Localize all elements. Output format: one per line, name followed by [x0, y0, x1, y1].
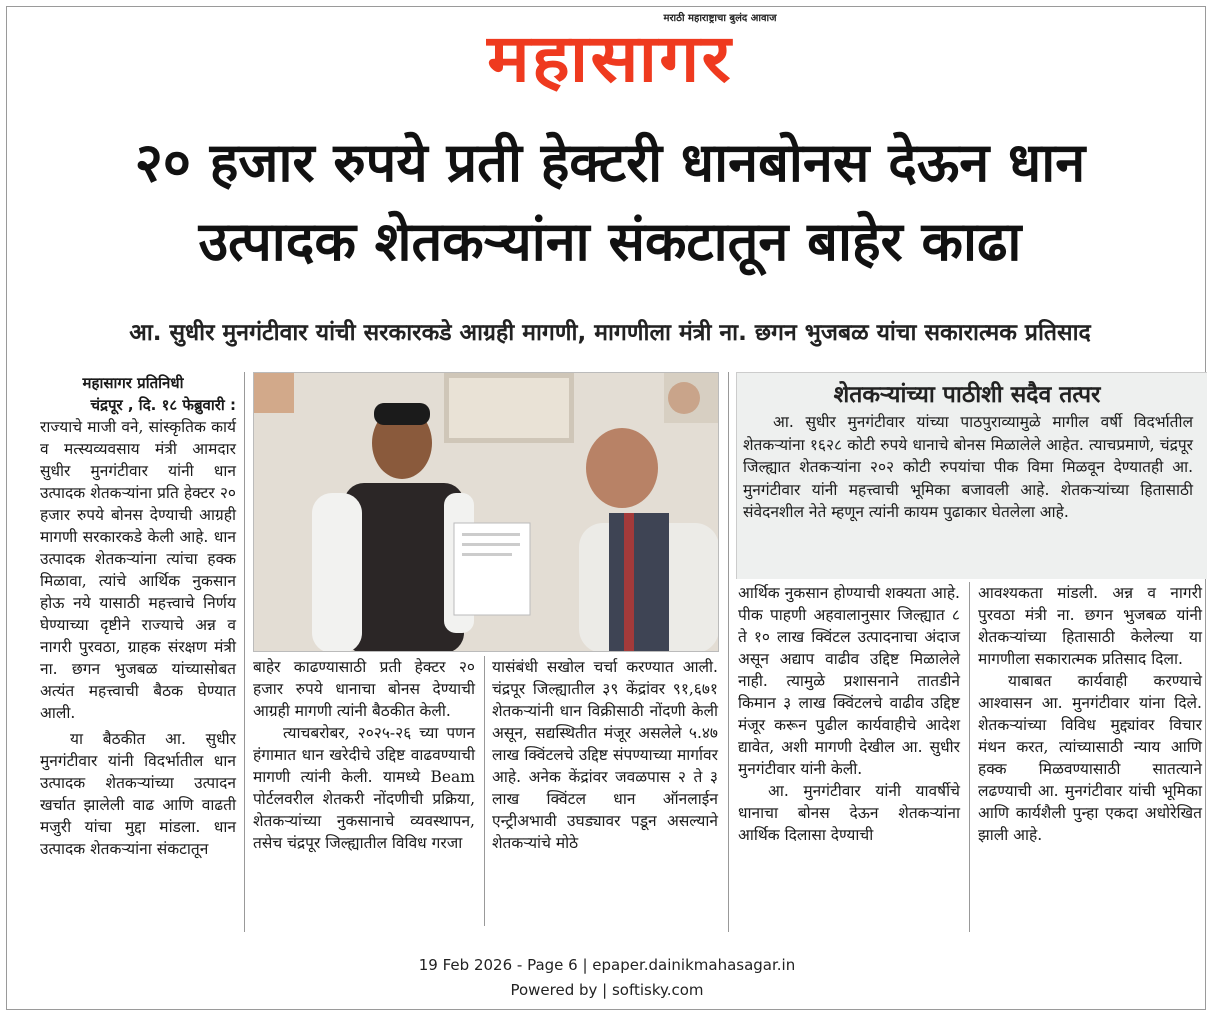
article-column-1	[40, 372, 236, 860]
masthead-logo: महासागर	[487, 20, 733, 97]
article-paragraph: राज्याचे माजी वने, सांस्कृतिक कार्य व मत्स्यव्यवसाय मंत्री आमदार सुधीर मुनगंटीवार यांनी धान उत्पादक शेतकऱ्यांना प्रति हेक्टर २० हजार रुपये बोनस देण्याची आग्रही मागणी सरकारकडे केली आहे. धान उत्पादक शेतकऱ्यांना त्यांचा हक्क मिळावा, त्यांचे आर्थिक नुकसान होऊ नये यासाठी महत्त्वाचे निर्णय घेण्याच्या दृष्टीने राज्याचे अन्न व नागरी पुरवठा, ग्राहक संरक्षण मंत्री ना. छगन भुजबळ यांच्यासोबत अत्यंत महत्त्वाची बैठक घेण्यात आली.	[40, 418, 236, 722]
article-paragraph: आर्थिक नुकसान होण्याची शक्यता आहे. पीक पाहणी अहवालानुसार जिल्ह्यात ८ ते १० लाख क्विंटल उत्पादनाचा अंदाज असून अद्याप वाढीव उद्दिष्ट मिळालेले नाही. त्यामुळे प्रशासनाने तातडीने किमान ३ लाख क्विंटलचे वाढीव उद्दिष्ट मंजूर करून पुढील कार्यवाहीचे आदेश द्यावेत, अशी मागणी देखील आ. सुधीर मुनगंटीवार यांनी केली.	[738, 584, 960, 778]
article-paragraph: आवश्यकता मांडली. अन्न व नागरी पुरवठा मंत्री ना. छगन भुजबळ यांनी शेतकऱ्यांच्या हितासाठी केलेल्या या मागणीला सकारात्मक प्रतिसाद दिला.	[978, 584, 1202, 668]
article-paragraph: या बैठकीत आ. सुधीर मुनगंटीवार यांनी विदर्भातील धान उत्पादक शेतकऱ्यांच्या उत्पादन खर्चात झालेली वाढ आणि वाढती मजुरी यांचा मुद्दा मांडला. धान उत्पादक शेतकऱ्यांना संकटातून	[40, 730, 236, 858]
headline-line2: उत्पादक शेतकऱ्यांना संकटातून बाहेर काढा	[198, 210, 1022, 273]
masthead-tagline: मराठी महाराष्ट्राचा बुलंद आवाज	[663, 13, 777, 24]
footer-page-info: 19 Feb 2026 - Page 6 | epaper.dainikmahasagar.in	[418, 956, 796, 974]
article-column-2	[253, 656, 475, 854]
byline-name: महासागर प्रतिनिधी	[82, 374, 184, 392]
highlight-box-title: शेतकऱ्यांच्या पाठीशी सदैव तत्पर	[833, 382, 1101, 408]
news-photo	[253, 372, 719, 652]
article-column-5	[978, 582, 1202, 846]
photo-illustration	[254, 373, 719, 652]
article-column-4	[738, 582, 960, 846]
footer-powered-by: Powered by | softisky.com	[510, 981, 704, 999]
headline-line1: २० हजार रुपये प्रती हेक्टरी धानबोनस देऊन धान	[134, 131, 1086, 194]
article-paragraph: बाहेर काढण्यासाठी प्रती हेक्टर २० हजार रुपये धानाचा बोनस देण्याची आग्रही मागणी त्यांनी बैठकीत केली.	[253, 658, 475, 720]
article-paragraph: त्याचबरोबर, २०२५-२६ च्या पणन हंगामात धान खरेदीचे उद्दिष्ट वाढवण्याची मागणी त्यांनी केली. यामध्ये Beam पोर्टलवरील शेतकरी नोंदणीची प्रक्रिया, शेतकऱ्यांच्या नुकसानाचे व्यवस्थापन, तसेच चंद्रपूर जिल्ह्यातील विविध गरजा	[253, 724, 475, 852]
article-column-3	[492, 656, 718, 854]
column-divider	[244, 372, 245, 932]
article-paragraph: यासंबंधी सखोल चर्चा करण्यात आली. चंद्रपूर जिल्ह्यातील ३९ केंद्रांवर ९१,६७१ शेतकऱ्यांनी धान विक्रीसाठी नोंदणी केली असून, सद्यस्थितीत मंजूर असलेले ५.४७ लाख क्विंटलचे उद्दिष्ट संपण्याच्या मार्गावर आहे. अनेक केंद्रांवर जवळपास २ ते ३ लाख क्विंटल धान ऑनलाईन एन्ट्रीअभावी उघड्यावर पडून असल्याने शेतकऱ्यांचे मोठे	[492, 658, 718, 852]
highlight-box-text: आ. सुधीर मुनगंटीवार यांच्या पाठपुराव्यामुळे मागील वर्षी विदर्भातील शेतकऱ्यांना १६२८ कोटी रुपये धानाचे बोनस मिळालेले आहेत. त्याचप्रमाणे, चंद्रपूर जिल्ह्यात शेतकऱ्यांना २०२ कोटी रुपयांचा पीक विमा मिळवून देण्यातही आ. मुनगंटीवार यांनी महत्त्वाची भूमिका बजावली आहे. शेतकऱ्यांच्या हितासाठी संवेदनशील नेते म्हणून त्यांनी कायम पुढाकार घेतलेला आहे.	[743, 413, 1193, 521]
article-paragraph: आ. मुनगंटीवार यांनी यावर्षीचे धानाचा बोनस देऊन शेतकऱ्यांना आर्थिक दिलासा देण्याची	[738, 782, 960, 844]
column-divider	[484, 656, 485, 926]
subheadline: आ. सुधीर मुनगंटीवार यांची सरकारकडे आग्रही मागणी, मागणीला मंत्री ना. छगन भुजबळ यांचा सकारात्मक प्रतिसाद	[129, 320, 1091, 346]
byline-place: चंद्रपूर , दि. १८ फेब्रुवारी :	[90, 396, 236, 414]
highlight-box	[736, 372, 1207, 579]
article-paragraph: याबाबत कार्यवाही करण्याचे आश्वासन आ. मुनगंटीवार यांना दिले. शेतकऱ्यांच्या विविध मुद्द्यांवर विचार मंथन करत, त्यांच्यासाठी न्याय आणि हक्क मिळवण्यासाठी सातत्याने लढण्याची आ. मुनगंटीवार यांची भूमिका आणि कार्यशैली पुन्हा एकदा अधोरेखित झाली आहे.	[978, 672, 1202, 844]
column-divider	[969, 582, 970, 932]
column-divider	[728, 372, 729, 932]
